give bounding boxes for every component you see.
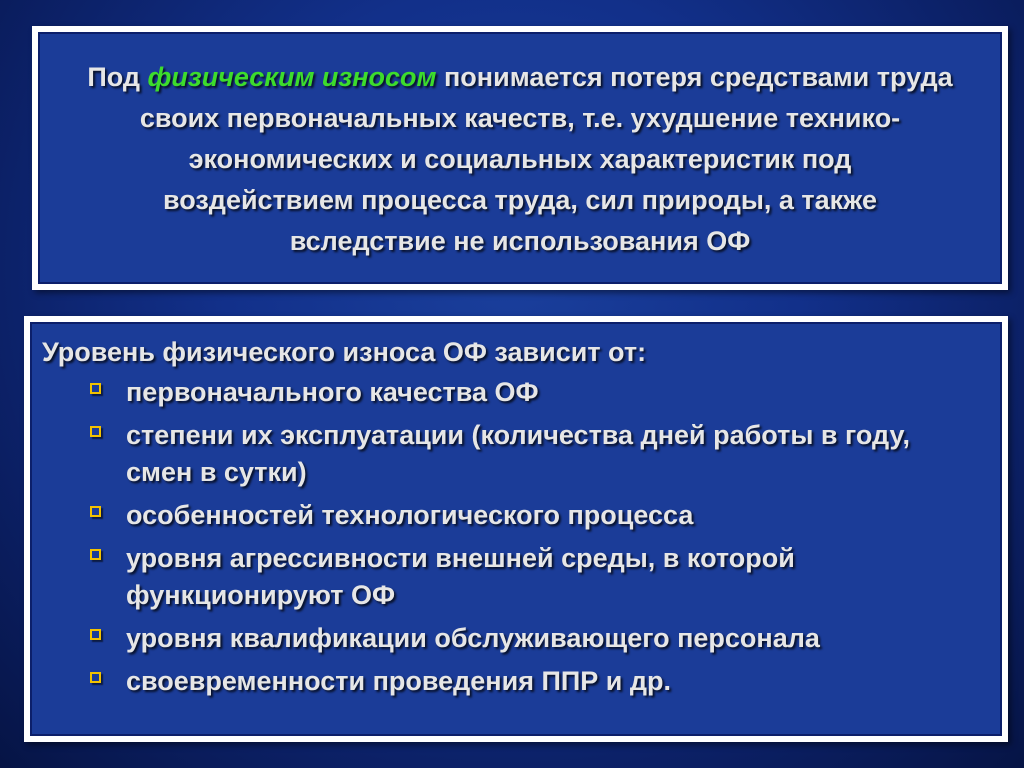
definition-line-5: вследствие не использования ОФ	[289, 225, 751, 256]
list-item	[90, 497, 990, 534]
square-bullet-icon	[90, 549, 101, 560]
list-item	[90, 374, 990, 411]
factors-heading: Уровень физического износа ОФ зависит от:	[42, 337, 647, 367]
square-bullet-icon	[90, 383, 101, 394]
list-item-text: своевременности проведения ППР и др.	[126, 666, 672, 696]
list-item-text: первоначального качества ОФ	[126, 377, 539, 407]
square-bullet-icon	[90, 672, 101, 683]
definition-box	[32, 26, 1008, 290]
list-item	[90, 540, 990, 614]
square-bullet-icon	[90, 506, 101, 517]
factors-box	[24, 316, 1008, 742]
definition-line-1	[40, 57, 1000, 98]
factors-list	[90, 374, 990, 706]
definition-prefix: Под	[87, 61, 148, 92]
factors-box-inner	[30, 322, 1002, 736]
definition-line-3: экономических и социальных характеристик под	[188, 143, 852, 174]
list-item-text: смен в сутки)	[126, 457, 307, 487]
list-item	[90, 620, 990, 657]
list-item	[90, 417, 990, 491]
list-item-text: степени их эксплуатации (количества дней работы в году,	[126, 420, 910, 450]
list-item-text: функционируют ОФ	[126, 580, 396, 610]
definition-line-1-rest: понимается потеря средствами труда	[436, 61, 953, 92]
list-item-text: особенностей технологического процесса	[126, 500, 694, 530]
list-item	[90, 663, 990, 700]
list-item-text: уровня квалификации обслуживающего персонала	[126, 623, 820, 653]
definition-line-4: воздействием процесса труда, сил природы, а также	[163, 184, 877, 215]
list-item-text: уровня агрессивности внешней среды, в которой	[126, 543, 795, 573]
definition-box-inner	[38, 32, 1002, 284]
definition-text	[40, 55, 1000, 262]
definition-line-2: своих первоначальных качеств, т.е. ухудшение технико-	[139, 102, 901, 133]
definition-term: физическим износом	[147, 61, 437, 92]
square-bullet-icon	[90, 629, 101, 640]
square-bullet-icon	[90, 426, 101, 437]
